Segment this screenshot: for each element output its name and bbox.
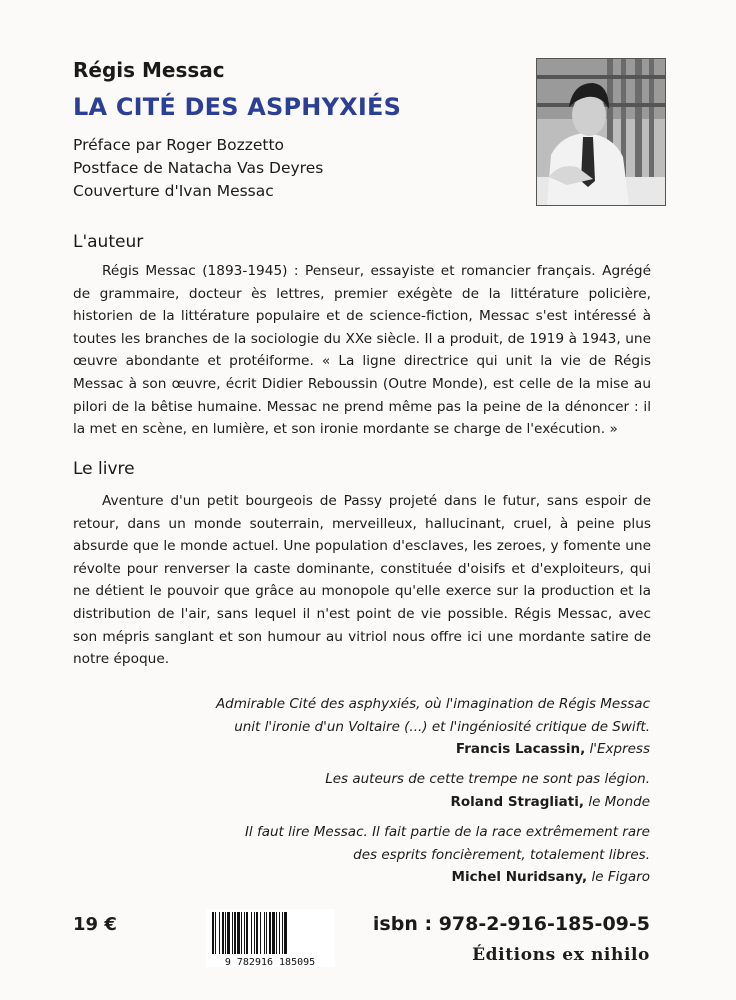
barcode-bar <box>212 912 214 954</box>
review-quote-nuridsany <box>245 821 650 889</box>
quote-source <box>216 738 650 761</box>
barcode-bar <box>237 912 240 954</box>
barcode-bar <box>260 912 261 954</box>
outlet-name: le Monde <box>588 793 650 810</box>
barcode-bar <box>232 912 233 954</box>
barcode-bar <box>246 912 248 954</box>
credit-preface: Préface par Roger Bozzetto <box>73 136 285 154</box>
barcode-bar <box>272 912 275 954</box>
author-photo <box>536 58 666 206</box>
barcode-bar <box>219 912 220 954</box>
quote-source <box>245 866 650 889</box>
outlet-name: l'Express <box>589 741 650 758</box>
credit-cover: Couverture d'Ivan Messac <box>73 182 274 200</box>
critic-name: Francis Lacassin, <box>455 741 586 758</box>
quote-line: Il faut lire Messac. Il fait partie de la race extrêmement rare <box>244 824 650 840</box>
publisher-name: Éditions ex nihilo <box>472 945 650 965</box>
critic-name: Michel Nuridsany, <box>451 869 588 886</box>
barcode-bar <box>276 912 277 954</box>
barcode-digits: 9 782916 185095 <box>224 957 316 967</box>
credit-postface: Postface de Natacha Vas Deyres <box>73 159 324 177</box>
quote-source <box>325 791 650 814</box>
barcode-bar <box>215 912 216 954</box>
review-quote-stragliati <box>325 768 650 813</box>
barcode-bar <box>241 912 242 954</box>
barcode-bar <box>254 912 255 954</box>
barcode-bar <box>266 912 267 954</box>
outlet-name: le Figaro <box>591 869 650 886</box>
book-section-heading: Le livre <box>73 459 135 479</box>
credits-block <box>73 134 323 203</box>
barcode-bar <box>244 912 245 954</box>
author-section-heading: L'auteur <box>73 232 144 252</box>
critic-name: Roland Stragliati, <box>450 793 585 810</box>
price-label: 19 € <box>73 914 117 935</box>
author-name: Régis Messac <box>73 58 225 82</box>
barcode-bar <box>234 912 236 954</box>
isbn-label: isbn : 978-2-916-185-09-5 <box>372 913 650 935</box>
barcode-icon <box>206 909 335 967</box>
barcode-bar <box>282 912 283 954</box>
barcode-bar <box>256 912 258 954</box>
book-summary-paragraph: Aventure d'un petit bourgeois de Passy projeté dans le futur, sans espoir de retour, dans un monde souterrain, merveilleux, hallucinant, cruel, à peine plus absurde que le monde actuel. Une population d'esclaves, les zeroes, y fomente une révolte pour renverser la caste dominante, constituée d'oisifs et d'exploiteurs, qui ne détient le pouvoir que grâce au monopole qu'elle exerce sur la production et la distribution de l'air, sans lequel il n'est point de vie possible. Régis Messac, avec son mépris sanglant et son humour au vitriol nous offre ici une mordante satire de notre époque. <box>73 493 651 668</box>
barcode-bar <box>227 912 230 954</box>
quote-line: Admirable Cité des asphyxiés, où l'imagination de Régis Messac <box>215 696 650 712</box>
barcode-bar <box>264 912 265 954</box>
barcode-bar <box>222 912 224 954</box>
book-title: LA CITÉ DES ASPHYXIÉS <box>73 93 402 121</box>
barcode-bar <box>279 912 280 954</box>
review-quote-lacassin <box>216 693 650 761</box>
barcode-bar <box>225 912 226 954</box>
barcode-bar <box>269 912 271 954</box>
quote-line: Les auteurs de cette trempe ne sont pas légion. <box>325 771 650 787</box>
quote-line: unit l'ironie d'un Voltaire (...) et l'ingéniosité critique de Swift. <box>234 718 650 735</box>
author-bio-paragraph: Régis Messac (1893-1945) : Penseur, essayiste et romancier français. Agrégé de grammaire, docteur ès lettres, premier exégète de la littérature policière, historien de la littérature populaire et de science-fiction, Messac s'est intéressé à toutes les branches de la sociologie du XXe siècle. Il a produit, de 1919 à 1943, une œuvre abondante et protéiforme. « La ligne directrice qui unit la vie de Régis Messac à son œuvre, écrit Didier Reboussin (Outre Monde), est celle de la mise au pilori de la bêtise humaine. Messac ne prend même pas la peine de la dénoncer : il la met en scène, en lumière, et son ironie mordante se charge de l'exécution. » <box>73 263 651 438</box>
barcode-bar <box>251 912 252 954</box>
barcode-bar <box>284 912 287 954</box>
quote-line: des esprits foncièrement, totalement libres. <box>353 846 650 863</box>
